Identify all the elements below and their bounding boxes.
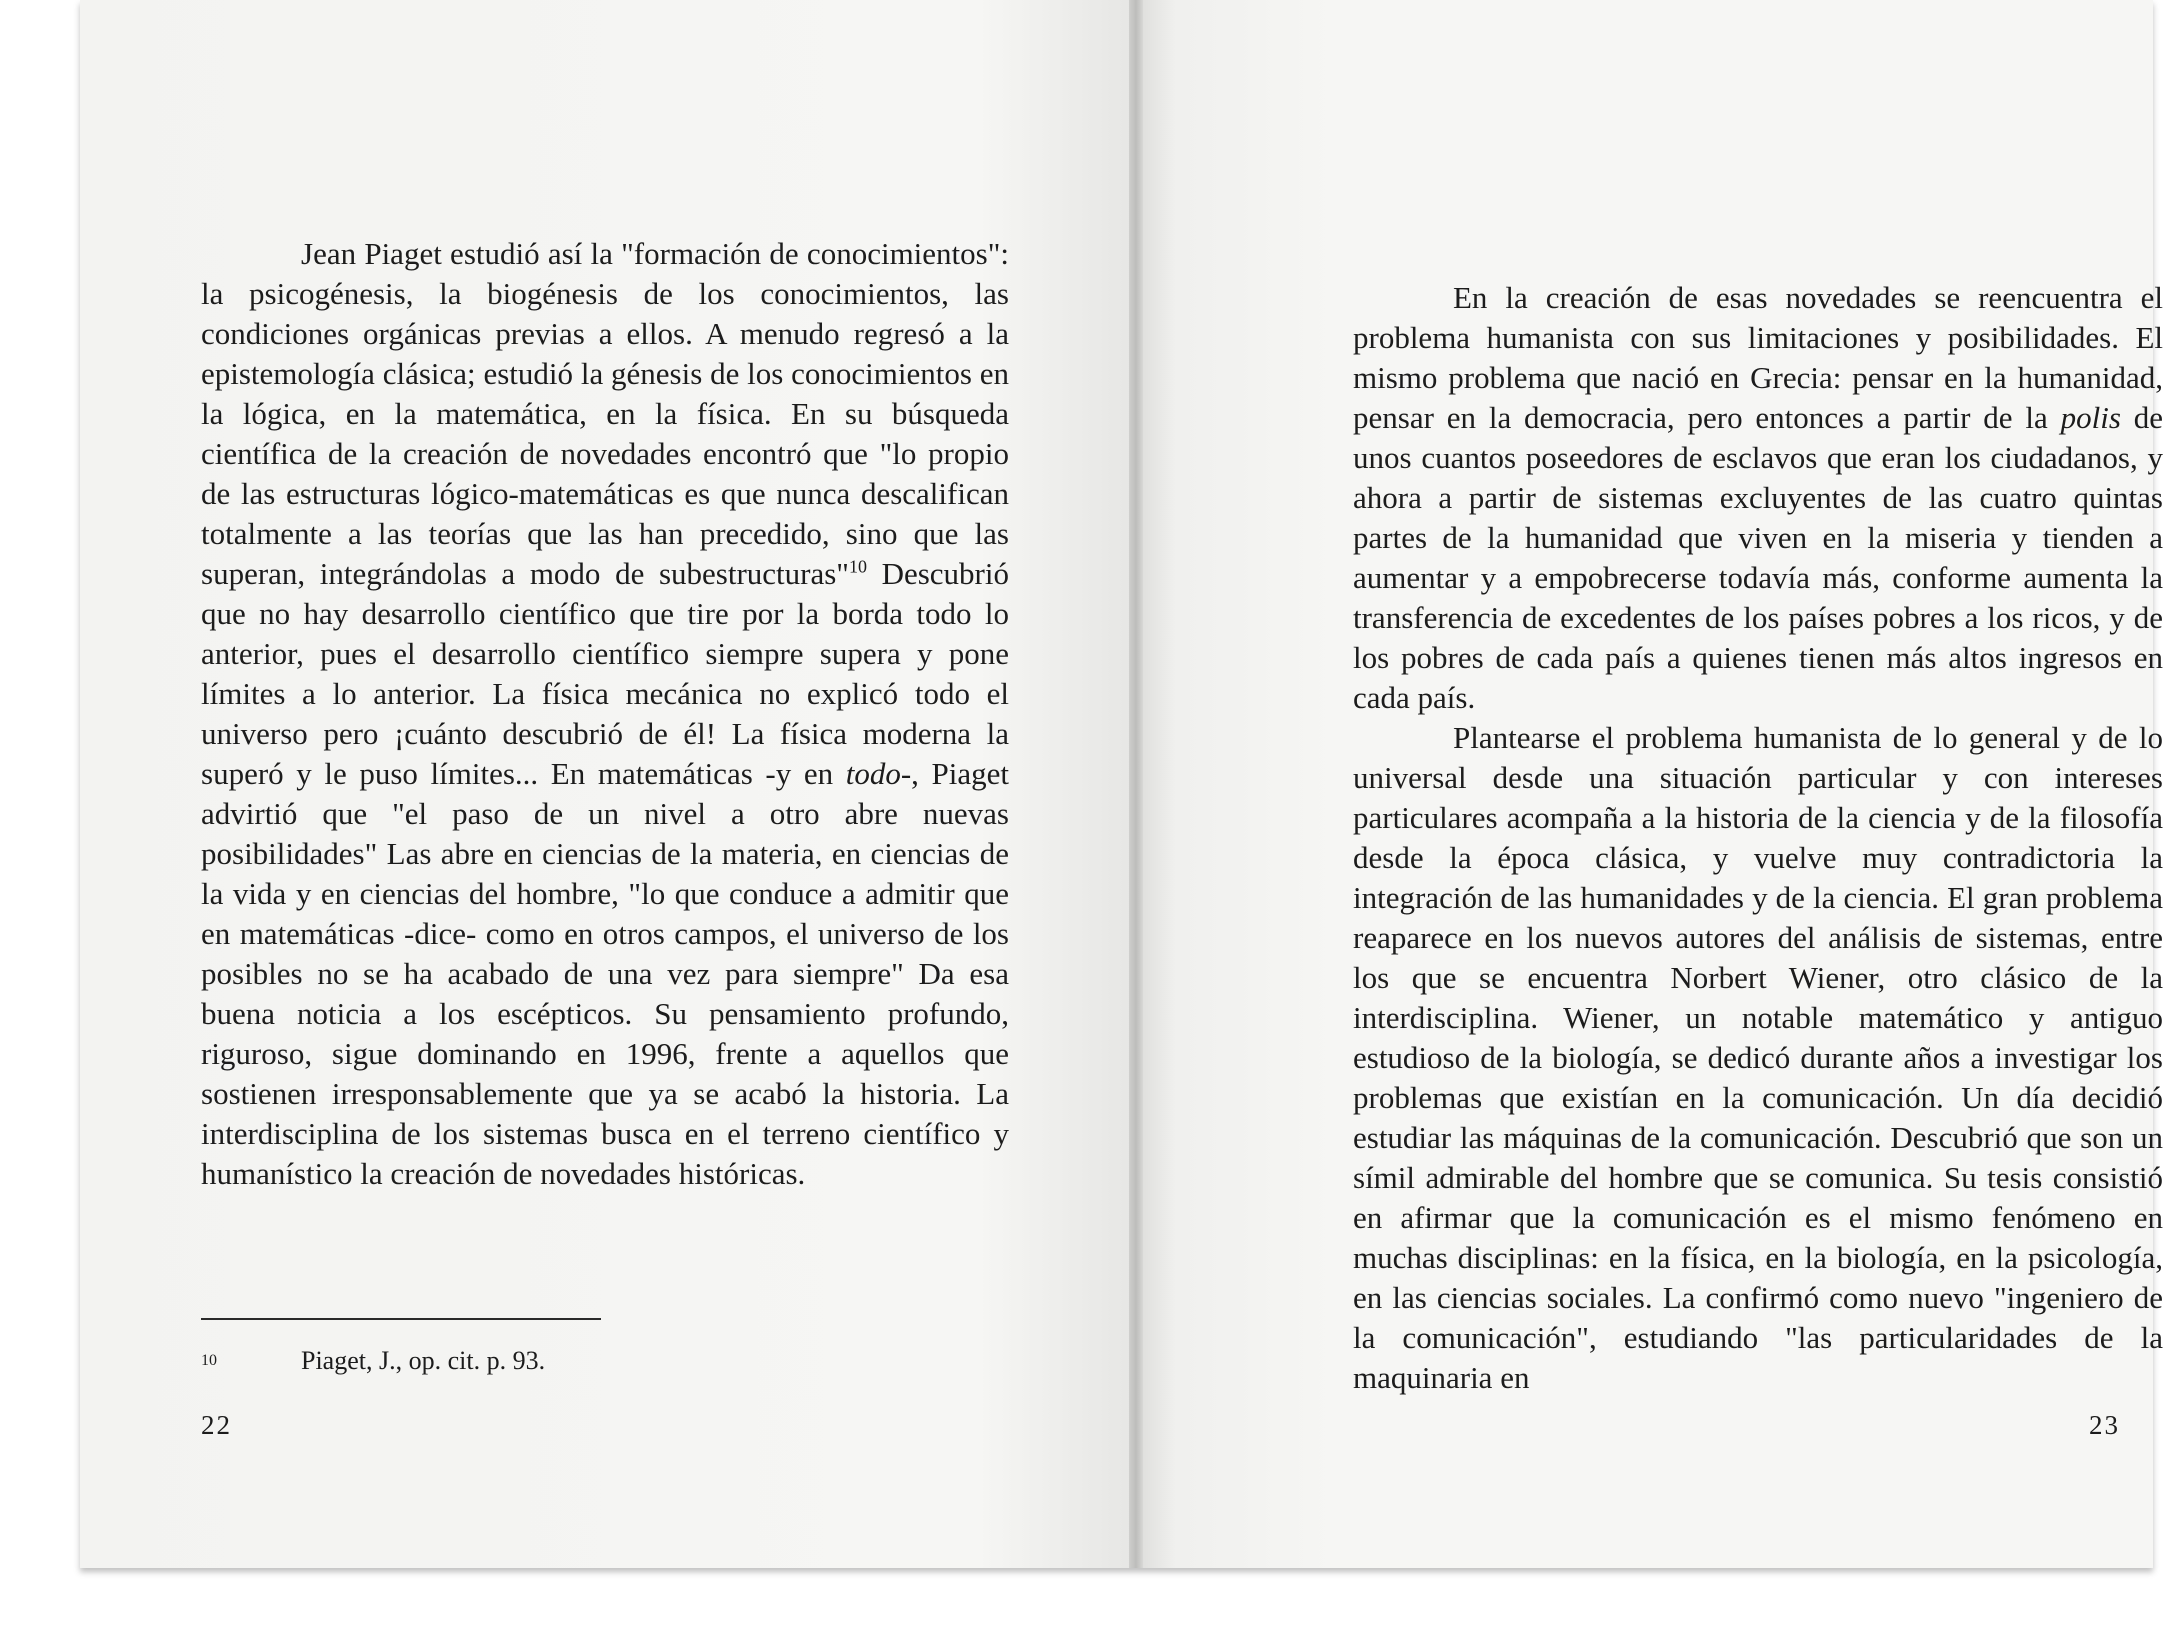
right-paragraph-2: Plantearse el problema humanista de lo general y de lo universal desde una situación particular y con intereses particulares acompaña a la historia de la ciencia y de la filosofía desde la época clásica, y vuelve muy contradictoria la integración de las humanidades y de la ciencia. El gran problema reaparece en los nuevos autores del análisis de sistemas, entre los que se encuentra Norbert Wiener, otro clásico de la interdisciplina. Wiener, un notable matemático y antiguo estudioso de la biología, se dedicó durante años a investigar los problemas que existían en la comunicación. Un día decidió estudiar las máquinas de la comunicación. Descubrió que son un símil admirable del hombre que se comunica. Su tesis consistió en afirmar que la comunicación es el mismo fenómeno en muchas disciplinas: en la física, en la biología, en la psicología, en las ciencias sociales. La confirmó como nuevo "ingeniero de la comunicación", estudiando "las particularidades de la maquinaria en [1353, 720, 2163, 1395]
book-spread [80, 0, 2163, 1568]
left-paragraph-text-2: Descubrió que no hay desarrollo científico que tire por la borda todo lo anterior, pues el desarrollo científico siempre supera y pone límites a lo anterior. La física mecánica no explicó todo el universo pero ¡cuánto descubrió de él! La física moderna la superó y le puso límites... En matemáticas -y en [201, 556, 1009, 791]
right-paragraph-1 [1353, 278, 2163, 718]
page-number-right: 23 [2089, 1410, 2120, 1440]
right-paragraph-1-text-2: de unos cuantos poseedores de esclavos que eran los ciudadanos, y ahora a partir de sistemas excluyentes de las cuatro quintas partes de la humanidad que viven en la miseria y tienden a aumentar y a empobrecerse todavía más, conforme aumenta la transferencia de excedentes de los países pobres a los ricos, y de los pobres de cada país a quienes tienen más altos ingresos en cada país. [1353, 400, 2163, 715]
left-paragraph-text-3: , Piaget advirtió que "el paso de un nivel a otro abre nuevas posibilidades" Las abre en ciencias de la materia, en ciencias de la vida y en ciencias del hombre, "lo que conduce a admitir que en matemáticas -dice- como en otros campos, el universo de los posibles no se ha acabado de una vez para siempre" Da esa buena noticia a los escépticos. Su pensamiento profundo, riguroso, sigue dominando en 1996, frente a aquellos que sostienen irresponsablemente que ya se acabó la historia. La interdisciplina de los sistemas busca en el terreno científico y humanístico la creación de novedades históricas. [201, 756, 1009, 1191]
footnote-text: Piaget, J., op. cit. p. 93. [301, 1346, 546, 1375]
footnote-divider [201, 1318, 601, 1320]
left-page-body [201, 234, 1009, 1194]
left-paragraph [201, 234, 1009, 1194]
left-paragraph-italic: todo- [845, 756, 912, 791]
page-number-left: 22 [201, 1410, 232, 1440]
book-gutter [1129, 0, 1143, 1568]
right-paragraph-1-italic: polis [2060, 400, 2121, 435]
left-page [80, 0, 1135, 1568]
right-paragraph-1-text-1: En la creación de esas novedades se reencuentra el problema humanista con sus limitaciones y posibilidades. El mismo problema que nació en Grecia: pensar en la humanidad, pensar en la democracia, pero entonces a partir de la [1353, 280, 2163, 435]
left-paragraph-text-1: Jean Piaget estudió así la "formación de conocimientos": la psicogénesis, la biogénesis de los conocimientos, las condiciones orgánicas previas a ellos. A menudo regresó a la epistemología clásica; estudió la génesis de los conocimientos en la lógica, en la matemática, en la física. En su búsqueda científica de la creación de novedades encontró que "lo propio de las estructuras lógico-matemáticas es que nunca descalifican totalmente a las teorías que las han precedido, sino que las superan, integrándolas a modo de subestructuras" [201, 236, 1009, 591]
right-page [1135, 0, 2163, 1568]
footnote-reference: 10 [848, 556, 867, 577]
footnote [201, 1344, 1009, 1378]
right-page-body [1353, 278, 2163, 1398]
footnote-number: 10 [201, 1352, 217, 1369]
